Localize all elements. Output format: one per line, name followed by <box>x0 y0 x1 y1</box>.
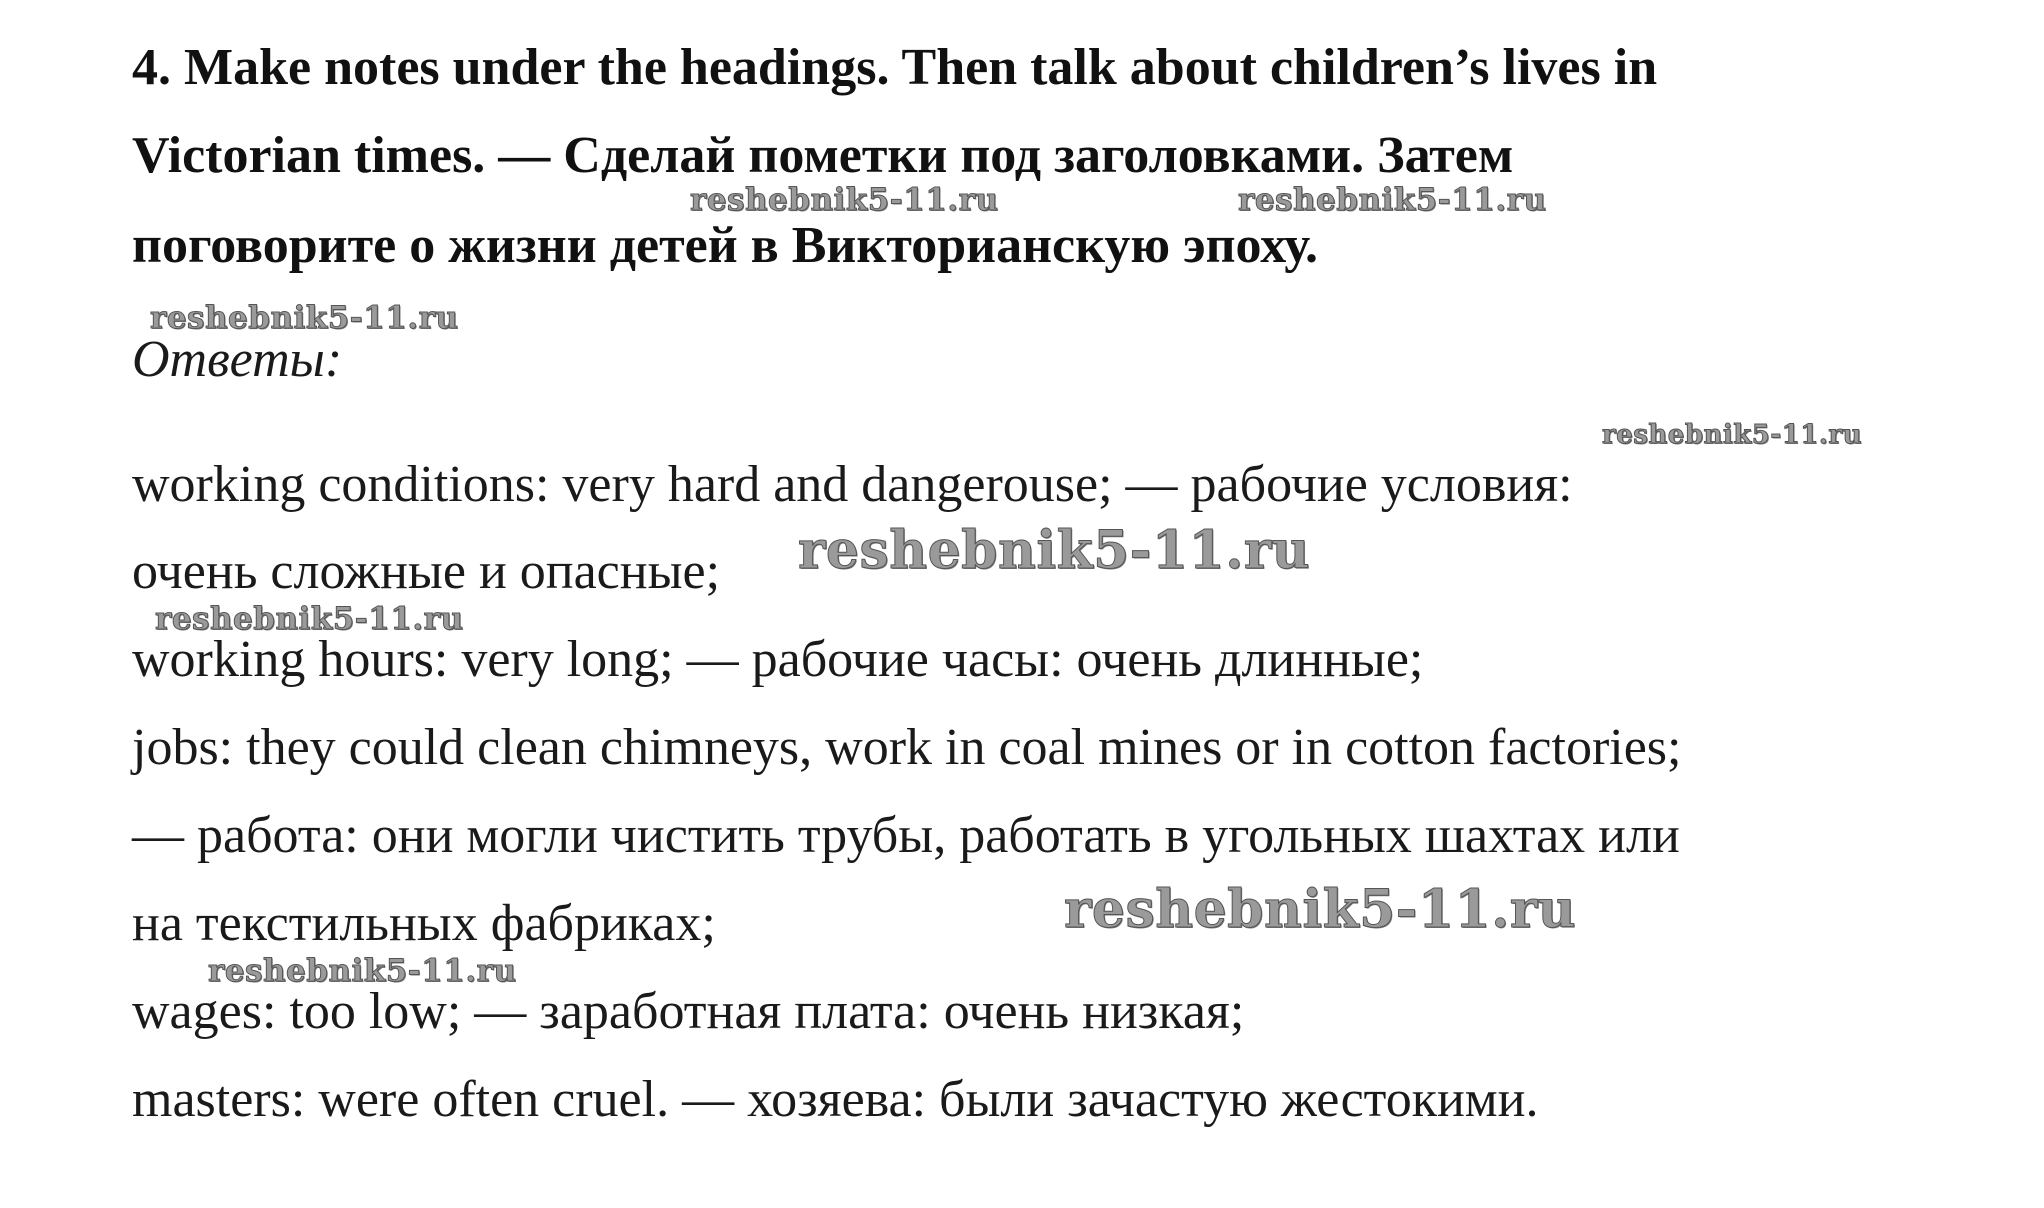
watermark: reshebnik5-11.ru <box>150 300 459 336</box>
watermark: reshebnik5-11.ru <box>798 520 1311 581</box>
watermark: reshebnik5-11.ru <box>1238 182 1547 218</box>
answer-line-1: working conditions: very hard and dangerouse; — рабочие условия: <box>132 456 1573 513</box>
answers-label: Ответы: <box>132 331 343 388</box>
answer-line-2: очень сложные и опасные; <box>132 543 721 600</box>
watermark: reshebnik5-11.ru <box>1602 420 1863 450</box>
watermark: reshebnik5-11.ru <box>208 953 517 989</box>
answer-line-4: jobs: they could clean chimneys, work in coal mines or in cotton factories; <box>132 719 1682 776</box>
answer-line-8: masters: were often cruel. — хозяева: были зачастую жестокими. <box>132 1071 1539 1128</box>
answer-line-6: на текстильных фабриках; <box>132 895 716 952</box>
watermark: reshebnik5-11.ru <box>690 182 999 218</box>
watermark: reshebnik5-11.ru <box>155 601 464 637</box>
answer-line-7: wages: too low; — заработная плата: очень низкая; <box>132 983 1245 1040</box>
answer-line-3: working hours: very long; — рабочие часы: очень длинные; <box>132 631 1424 688</box>
heading-line-3: поговорите о жизни детей в Викторианскую эпоху. <box>132 217 1319 274</box>
heading-line-1: 4. Make notes under the headings. Then talk about children’s lives in <box>132 39 1658 96</box>
answer-line-5: — работа: они могли чистить трубы, работать в угольных шахтах или <box>132 807 1680 864</box>
watermark: reshebnik5-11.ru <box>1064 879 1577 940</box>
heading-line-2: Victorian times. — Сделай пометки под заголовками. Затем <box>132 127 1514 184</box>
